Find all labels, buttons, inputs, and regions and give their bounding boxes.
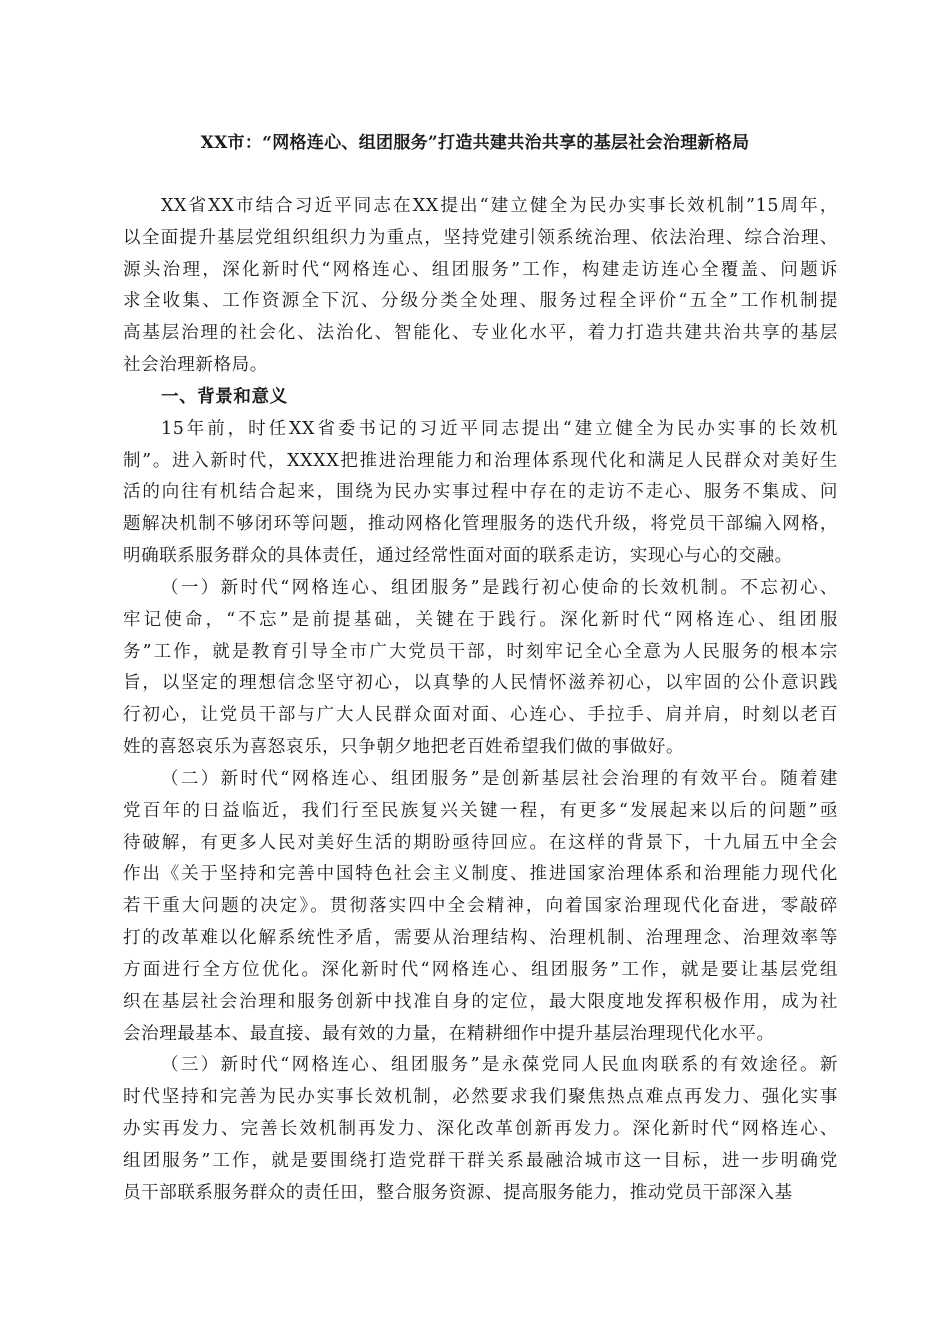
paragraph-line: 活的向往有机结合起来，围绕为民办实事过程中存在的走访不走心、服务不集成、问	[123, 482, 838, 503]
paragraph-line: 时代坚持和完善为民办实事长效机制，必然要求我们聚焦热点难点再发力、强化实事	[123, 1087, 838, 1108]
paragraph-line: 组团服务”工作，就是要围绕打造党群干群关系最融洽城市这一目标，进一步明确党	[123, 1150, 838, 1171]
paragraph-line: 以全面提升基层党组织组织力为重点，坚持党建引领系统治理、依法治理、综合治理、	[123, 227, 838, 248]
paragraph-line: 社会治理新格局。	[123, 355, 268, 376]
paragraph-line: 姓的喜怒哀乐为喜怒哀乐，只争朝夕地把老百姓希望我们做的事做好。	[123, 737, 685, 758]
paragraph-line: 办实再发力、完善长效机制再发力、深化改革创新再发力。深化新时代“网格连心、	[123, 1119, 838, 1140]
paragraph-line: 牢记使命，“不忘”是前提基础，关键在于践行。深化新时代“网格连心、组团服	[123, 609, 838, 630]
paragraph-line: 明确联系服务群众的具体责任，通过经常性面对面的联系走访，实现心与心的交融。	[123, 546, 793, 567]
document-body	[123, 191, 838, 1210]
paragraph-line: 务”工作，就是教育引导全市广大党员干部，时刻牢记全心全意为人民服务的根本宗	[123, 641, 838, 662]
paragraph-line: 会治理最基本、最直接、最有效的力量，在精耕细作中提升基层治理现代化水平。	[123, 1023, 775, 1044]
paragraph-line: 织在基层社会治理和服务创新中找准自身的定位，最大限度地发挥积极作用，成为社	[123, 991, 838, 1012]
paragraph-line: 党百年的日益临近，我们行至民族复兴关键一程，有更多“发展起来以后的问题”亟	[123, 800, 838, 821]
paragraph-line: 15年前，时任XX省委书记的习近平同志提出“建立健全为民办实事的长效机	[161, 418, 838, 439]
paragraph-line: 待破解，有更多人民对美好生活的期盼亟待回应。在这样的背景下，十九届五中全会	[123, 832, 838, 853]
paragraph-line: （二）新时代“网格连心、组团服务”是创新基层社会治理的有效平台。随着建	[161, 768, 838, 789]
paragraph-line: （三）新时代“网格连心、组团服务”是永葆党同人民血肉联系的有效途径。新	[161, 1055, 838, 1076]
paragraph-line: 方面进行全方位优化。深化新时代“网格连心、组团服务”工作，就是要让基层党组	[123, 959, 838, 980]
paragraph-line: 行初心，让党员干部与广大人民群众面对面、心连心、手拉手、肩并肩，时刻以老百	[123, 705, 838, 726]
paragraph-line: 题解决机制不够闭环等问题，推动网格化管理服务的迭代升级，将党员干部编入网格，	[123, 514, 838, 535]
paragraph-line: 若干重大问题的决定》。贯彻落实四中全会精神，向着国家治理现代化奋进，零敲碎	[123, 896, 838, 917]
paragraph-line: 求全收集、工作资源全下沉、分级分类全处理、服务过程全评价“五全”工作机制提	[123, 291, 838, 312]
paragraph-line: 作出《关于坚持和完善中国特色社会主义制度、推进国家治理体系和治理能力现代化	[123, 864, 838, 885]
section-heading: 一、背景和意义	[161, 386, 288, 407]
document-title: XX市：“网格连心、组团服务”打造共建共治共享的基层社会治理新格局	[200, 133, 750, 153]
paragraph-line: 打的改革难以化解系统性矛盾，需要从治理结构、治理机制、治理理念、治理效率等	[123, 928, 838, 949]
paragraph-line: 旨，以坚定的理想信念坚守初心，以真挚的人民情怀滋养初心，以牢固的公仆意识践	[123, 673, 838, 694]
paragraph-line: 源头治理，深化新时代“网格连心、组团服务”工作，构建走访连心全覆盖、问题诉	[123, 259, 838, 280]
paragraph-line: （一）新时代“网格连心、组团服务”是践行初心使命的长效机制。不忘初心、	[161, 577, 838, 598]
paragraph-line: 高基层治理的社会化、法治化、智能化、专业化水平，着力打造共建共治共享的基层	[123, 323, 838, 344]
paragraph-line: 制”。进入新时代，XXXX把推进治理能力和治理体系现代化和满足人民群众对美好生	[123, 450, 838, 471]
paragraph-line: 员干部联系服务群众的责任田，整合服务资源、提高服务能力，推动党员干部深入基	[123, 1182, 793, 1203]
paragraph-line: XX省XX市结合习近平同志在XX提出“建立健全为民办实事长效机制”15周年，	[161, 196, 838, 216]
